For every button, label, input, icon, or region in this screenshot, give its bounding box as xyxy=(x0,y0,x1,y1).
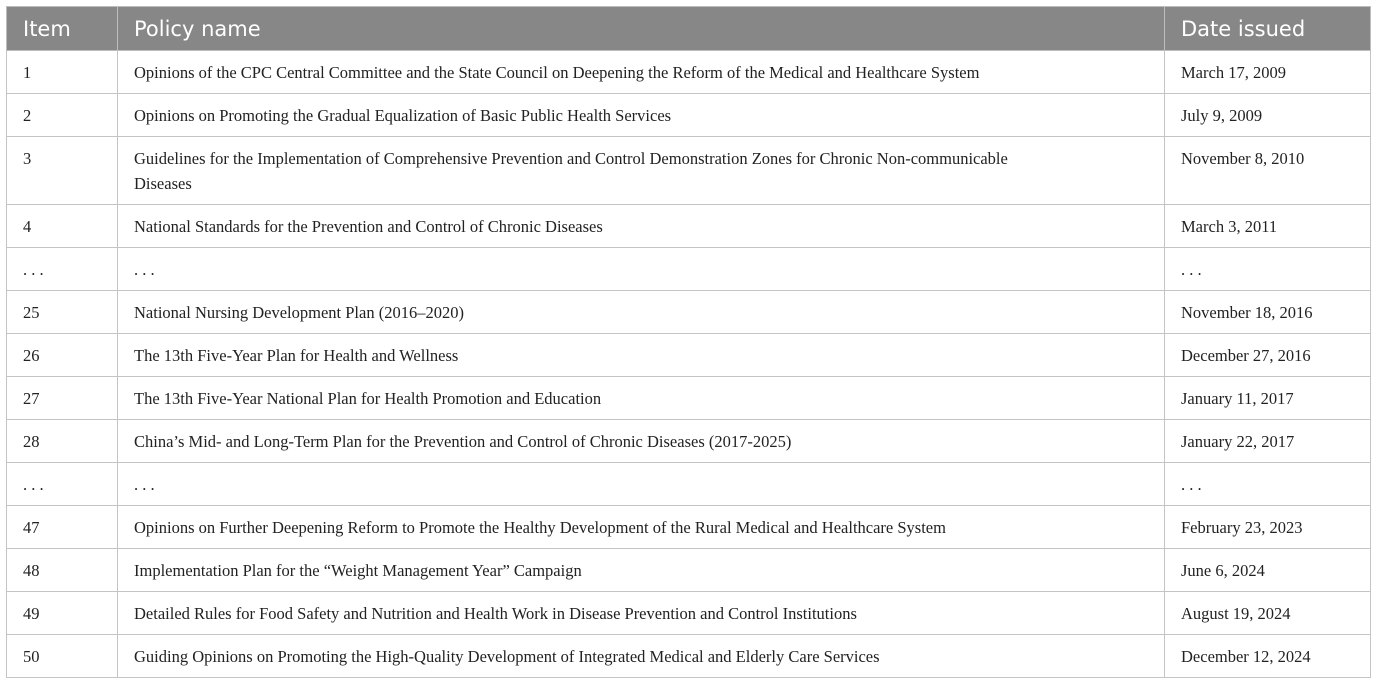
cell-policy-name: Guidelines for the Implementation of Comprehensive Prevention and Control Demonstration Zones for Chronic Non-communicable Diseases xyxy=(118,137,1165,205)
cell-item: 26 xyxy=(7,334,118,377)
cell-item: . . . xyxy=(7,248,118,291)
cell-date-issued: November 18, 2016 xyxy=(1165,291,1371,334)
cell-date-issued: December 12, 2024 xyxy=(1165,635,1371,678)
table-row xyxy=(7,334,1371,377)
cell-policy-name: China’s Mid- and Long-Term Plan for the Prevention and Control of Chronic Diseases (2017-2025) xyxy=(118,420,1165,463)
cell-date-issued: January 22, 2017 xyxy=(1165,420,1371,463)
policy-table xyxy=(6,6,1371,678)
table-header xyxy=(7,7,1371,51)
cell-item: 48 xyxy=(7,549,118,592)
header-row xyxy=(7,7,1371,51)
table-body xyxy=(7,51,1371,678)
cell-policy-name: Opinions on Promoting the Gradual Equalization of Basic Public Health Services xyxy=(118,94,1165,137)
cell-item: 2 xyxy=(7,94,118,137)
cell-policy-name: Guiding Opinions on Promoting the High-Quality Development of Integrated Medical and Elderly Care Services xyxy=(118,635,1165,678)
cell-policy-name: National Nursing Development Plan (2016–2020) xyxy=(118,291,1165,334)
table-row-ellipsis xyxy=(7,463,1371,506)
table-row xyxy=(7,94,1371,137)
cell-item: 28 xyxy=(7,420,118,463)
cell-item: 1 xyxy=(7,51,118,94)
cell-policy-name: Implementation Plan for the “Weight Management Year” Campaign xyxy=(118,549,1165,592)
table-row xyxy=(7,205,1371,248)
cell-policy-name: The 13th Five-Year Plan for Health and Wellness xyxy=(118,334,1165,377)
cell-date-issued: August 19, 2024 xyxy=(1165,592,1371,635)
table-row xyxy=(7,549,1371,592)
cell-item: 4 xyxy=(7,205,118,248)
header-item: Item xyxy=(7,7,118,51)
cell-date-issued: . . . xyxy=(1165,248,1371,291)
cell-item: 50 xyxy=(7,635,118,678)
cell-policy-name: . . . xyxy=(118,248,1165,291)
cell-date-issued: March 17, 2009 xyxy=(1165,51,1371,94)
cell-date-issued: December 27, 2016 xyxy=(1165,334,1371,377)
cell-date-issued: . . . xyxy=(1165,463,1371,506)
table-row xyxy=(7,377,1371,420)
cell-policy-name: Opinions on Further Deepening Reform to Promote the Healthy Development of the Rural Medical and Healthcare System xyxy=(118,506,1165,549)
cell-item: . . . xyxy=(7,463,118,506)
cell-policy-name: Opinions of the CPC Central Committee and the State Council on Deepening the Reform of the Medical and Healthcare System xyxy=(118,51,1165,94)
header-date-issued: Date issued xyxy=(1165,7,1371,51)
table-row xyxy=(7,51,1371,94)
cell-date-issued: March 3, 2011 xyxy=(1165,205,1371,248)
cell-policy-name: The 13th Five-Year National Plan for Health Promotion and Education xyxy=(118,377,1165,420)
cell-date-issued: February 23, 2023 xyxy=(1165,506,1371,549)
cell-date-issued: July 9, 2009 xyxy=(1165,94,1371,137)
table-row xyxy=(7,635,1371,678)
cell-policy-name: . . . xyxy=(118,463,1165,506)
header-policy-name: Policy name xyxy=(118,7,1165,51)
table-row xyxy=(7,506,1371,549)
table-row xyxy=(7,592,1371,635)
cell-date-issued: January 11, 2017 xyxy=(1165,377,1371,420)
cell-item: 3 xyxy=(7,137,118,205)
cell-date-issued: November 8, 2010 xyxy=(1165,137,1371,205)
table-row xyxy=(7,420,1371,463)
cell-date-issued: June 6, 2024 xyxy=(1165,549,1371,592)
table-row-ellipsis xyxy=(7,248,1371,291)
cell-item: 27 xyxy=(7,377,118,420)
cell-policy-name: National Standards for the Prevention and Control of Chronic Diseases xyxy=(118,205,1165,248)
cell-item: 49 xyxy=(7,592,118,635)
cell-item: 47 xyxy=(7,506,118,549)
table-row xyxy=(7,291,1371,334)
cell-item: 25 xyxy=(7,291,118,334)
table-row xyxy=(7,137,1371,205)
cell-policy-name: Detailed Rules for Food Safety and Nutrition and Health Work in Disease Prevention and Control Institutions xyxy=(118,592,1165,635)
